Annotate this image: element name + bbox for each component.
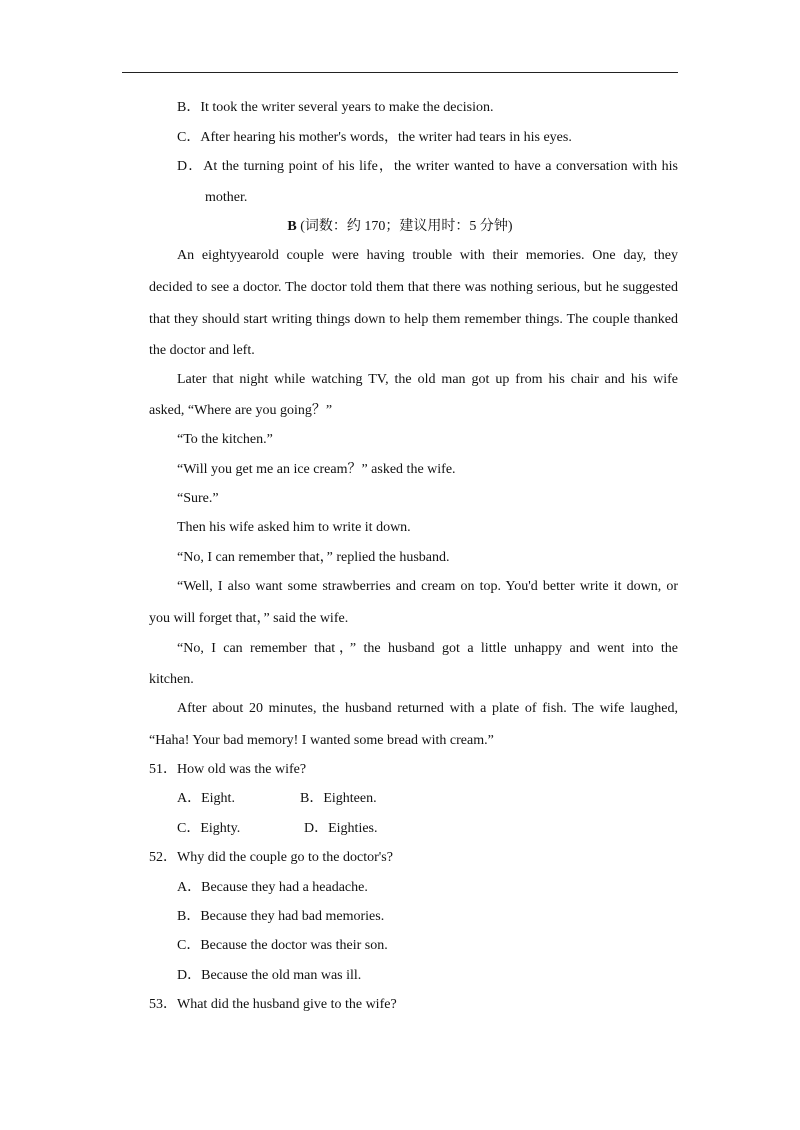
passage-line: “Haha! Your bad memory! I wanted some bread with cream.” xyxy=(149,733,494,748)
prev-option-b: B．It took the writer several years to make the decision. xyxy=(177,100,494,115)
passage-line: the doctor and left. xyxy=(149,343,255,358)
passage-line: “Well, I also want some strawberries and cream on top. You'd better write it down, or xyxy=(177,579,678,594)
question-51-option-c: C．Eighty. xyxy=(177,821,241,836)
passage-line: Later that night while watching TV, the old man got up from his chair and his wife xyxy=(177,372,678,387)
passage-line: asked, “Where are you going？” xyxy=(149,403,333,418)
passage-line: “Sure.” xyxy=(177,491,219,506)
question-51-option-a: A．Eight. xyxy=(177,791,235,806)
prev-option-d-cont: mother. xyxy=(205,190,248,205)
question-52-stem: 52．Why did the couple go to the doctor's? xyxy=(149,850,393,865)
question-51-option-d: D．Eighties. xyxy=(304,821,378,836)
section-letter: B xyxy=(287,219,297,234)
question-52-option-a: A．Because they had a headache. xyxy=(177,880,368,895)
question-52-option-d: D．Because the old man was ill. xyxy=(177,968,362,983)
passage-line: “No, I can remember that，” the husband got a little unhappy and went into the xyxy=(177,641,678,656)
prev-option-c: C．After hearing his mother's words，the writer had tears in his eyes. xyxy=(177,130,572,145)
question-52-option-b: B．Because they had bad memories. xyxy=(177,909,385,924)
question-51-option-b: B．Eighteen. xyxy=(300,791,377,806)
passage-line: “Will you get me an ice cream？” asked the wife. xyxy=(177,462,456,477)
passage-line: that they should start writing things down to help them remember things. The couple thanked xyxy=(149,312,678,327)
passage-line: Then his wife asked him to write it down. xyxy=(177,520,411,535)
question-52-option-c: C．Because the doctor was their son. xyxy=(177,938,388,953)
passage-line: you will forget that，” said the wife. xyxy=(149,611,349,626)
passage-line: “To the kitchen.” xyxy=(177,432,273,447)
passage-line: “No, I can remember that，” replied the husband. xyxy=(177,550,450,565)
section-info: (词数：约 170；建议用时：5 分钟) xyxy=(300,219,513,234)
section-heading xyxy=(122,218,678,236)
question-51-stem: 51．How old was the wife? xyxy=(149,762,307,777)
header-rule xyxy=(122,72,678,73)
passage-line: kitchen. xyxy=(149,672,194,687)
passage-line: decided to see a doctor. The doctor told them that there was nothing serious, but he suggested xyxy=(149,280,678,295)
prev-option-d: D．At the turning point of his life，the writer wanted to have a conversation with his xyxy=(177,159,678,174)
question-53-stem: 53．What did the husband give to the wife? xyxy=(149,997,397,1012)
passage-line: After about 20 minutes, the husband returned with a plate of fish. The wife laughed, xyxy=(177,701,678,716)
passage-line: An eightyyearold couple were having trouble with their memories. One day, they xyxy=(177,248,678,263)
